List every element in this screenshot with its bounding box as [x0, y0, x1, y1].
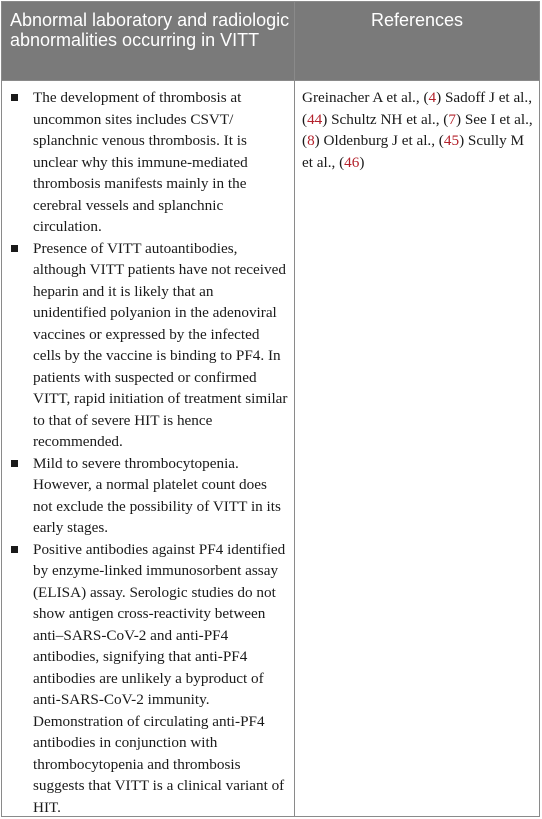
- header-abnormalities: Abnormal laboratory and radiologic abnormalities occurring in VITT: [10, 10, 290, 50]
- ref-author-see: See I et al., (: [302, 110, 533, 149]
- ref-paren: ): [314, 132, 324, 149]
- header-references: References: [370, 10, 464, 30]
- references-cell: [295, 81, 539, 173]
- abnormalities-list: [2, 87, 294, 818]
- list-item: [2, 453, 294, 539]
- table-row: [2, 80, 539, 817]
- ref-link-7[interactable]: 7: [448, 110, 456, 128]
- ref-link-45[interactable]: 45: [443, 132, 460, 149]
- ref-author-scully: Scully M et al., (: [302, 132, 525, 171]
- square-bullet-icon: [11, 460, 18, 467]
- square-bullet-icon: [11, 546, 18, 553]
- ref-author-oldenburg: Oldenburg J et al., (: [323, 132, 444, 149]
- ref-paren: ): [322, 110, 332, 128]
- list-item: [2, 87, 294, 238]
- list-item-text: Positive antibodies against PF4 identified by enzyme-linked immunosorbent assay (ELISA) assay. Serologic studies do not show antigen cross-reactivity between anti–SARS-CoV-2 and anti-PF4 antibodies, signifying that anti-PF4 antibodies are unlikely a byproduct of anti-SARS-CoV-2 immunity. Demonstration of circulating anti-PF4 antibodies in conjunction with thrombocytopenia and thrombosis suggests that VITT is a clinical variant of HIT.: [33, 540, 286, 816]
- list-item: [2, 238, 294, 453]
- ref-link-44[interactable]: 44: [307, 110, 323, 128]
- square-bullet-icon: [11, 245, 18, 252]
- column-divider: [294, 2, 295, 816]
- ref-paren: ): [436, 89, 445, 106]
- list-item-text: The development of thrombosis at uncommon sites includes CSVT/ splanchnic venous thrombosis. It is unclear why this immune-mediated thrombosis manifests mainly in the cerebral vessels and splanchnic circulation.: [33, 89, 248, 235]
- vitt-table: [1, 1, 540, 817]
- ref-link-8[interactable]: 8: [307, 132, 315, 149]
- ref-paren: ): [459, 132, 468, 149]
- ref-link-46[interactable]: 46: [344, 153, 360, 171]
- list-item: [2, 539, 294, 819]
- ref-link-4[interactable]: 4: [428, 89, 437, 106]
- ref-paren: ): [455, 110, 465, 128]
- list-item-text: Presence of VITT autoantibodies, although VITT patients have not received heparin and it is likely that an unidentified polyanion in the adenoviral vaccines or expressed by the infected cells by the vaccine is binding to PF4. In patients with suspected or confirmed VITT, rapid initiation of treatment similar to that of severe HIT is hence recommended.: [33, 239, 288, 450]
- ref-author-sadoff: Sadoff J et al., (: [302, 89, 533, 128]
- list-item-text: Mild to severe thrombocytopenia. However, a normal platelet count does not exclude the possibility of VITT in its early stages.: [33, 454, 281, 536]
- square-bullet-icon: [11, 94, 18, 101]
- ref-author-greinacher: Greinacher A et al., (: [302, 89, 429, 106]
- ref-author-schultz: Schultz NH et al., (: [331, 110, 449, 128]
- abnormalities-cell: [2, 81, 294, 817]
- ref-paren: ): [359, 153, 365, 171]
